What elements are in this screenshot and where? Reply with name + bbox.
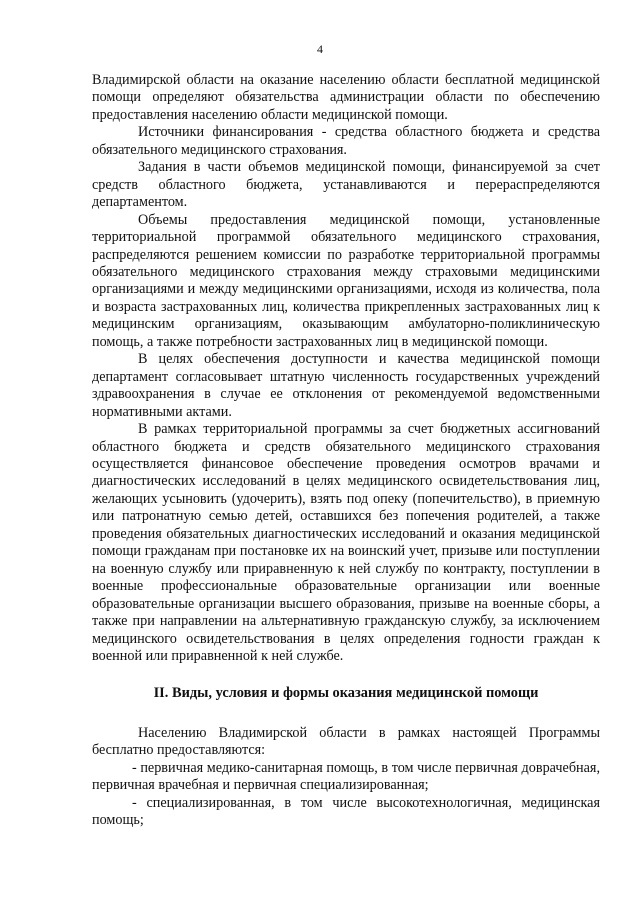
page-number: 4	[317, 42, 323, 56]
paragraph-5: В целях обеспечения доступности и качества медицинской помощи департамент согласовывает штатную численность государственных учреждений здравоохранения в случае ее отклонения от рекомендуемой ведомственными нормативными актами.	[92, 351, 600, 420]
paragraph-6: В рамках территориальной программы за счет бюджетных ассигнований областного бюджета и средств обязательного медицинского страхования осуществляется финансовое обеспечение проведения осмотров врачами и диагностических исследований в целях медицинского освидетельствования лиц, желающих усыновить (удочерить), взять под опеку (попечительство), в приемную или патронатную семью детей, оставшихся без попечения родителей, а также проведения обязательных диагностических исследований и оказания медицинской помощи гражданам при постановке их на воинский учет, призыве или поступлении на военную службу или приравненную к ней службу по контракту, поступлении в военные профессиональные образовательные организации или военные образовательные организации высшего образования, призыве на военные сборы, а также при направлении на альтернативную гражданскую службу, за исключением медицинского освидетельствования в целях определения годности граждан к военной или приравненной к ней службе.	[92, 421, 600, 664]
paragraph-4: Объемы предоставления медицинской помощи, установленные территориальной программой обязательного медицинского страхования, распределяются решением комиссии по разработке территориальной программы обязательного медицинского страхования между страховыми медицинскими организациями и между медицинскими организациями, исходя из количества, пола и возраста застрахованных лиц, количества прикрепленных застрахованных лиц к медицинским организациям, оказывающим амбулаторно-поликлиническую помощь, а также потребности застрахованных лиц в медицинской помощи.	[92, 211, 600, 350]
section-intro: Населению Владимирской области в рамках настоящей Программы бесплатно предоставляются:	[92, 724, 600, 759]
paragraph-3: Задания в части объемов медицинской помощи, финансируемой за счет средств областного бюджета, устанавливаются и перераспределяются департаментом.	[92, 159, 600, 211]
paragraph-1: Владимирской области на оказание населению области бесплатной медицинской помощи определяют обязательства администрации области по обеспечению предоставления населению области медицинской помощи.	[92, 72, 600, 123]
section-heading: II. Виды, условия и формы оказания медицинской помощи	[153, 685, 539, 702]
list-item: - специализированная, в том числе высокотехнологичная, медицинская помощь;	[92, 794, 600, 829]
document-body	[92, 72, 600, 830]
list-item: - первичная медико-санитарная помощь, в том числе первичная доврачебная, первичная врачебная и первичная специализированная;	[92, 759, 600, 794]
paragraph-2: Источники финансирования - средства областного бюджета и средства обязательного медицинского страхования.	[92, 124, 600, 158]
